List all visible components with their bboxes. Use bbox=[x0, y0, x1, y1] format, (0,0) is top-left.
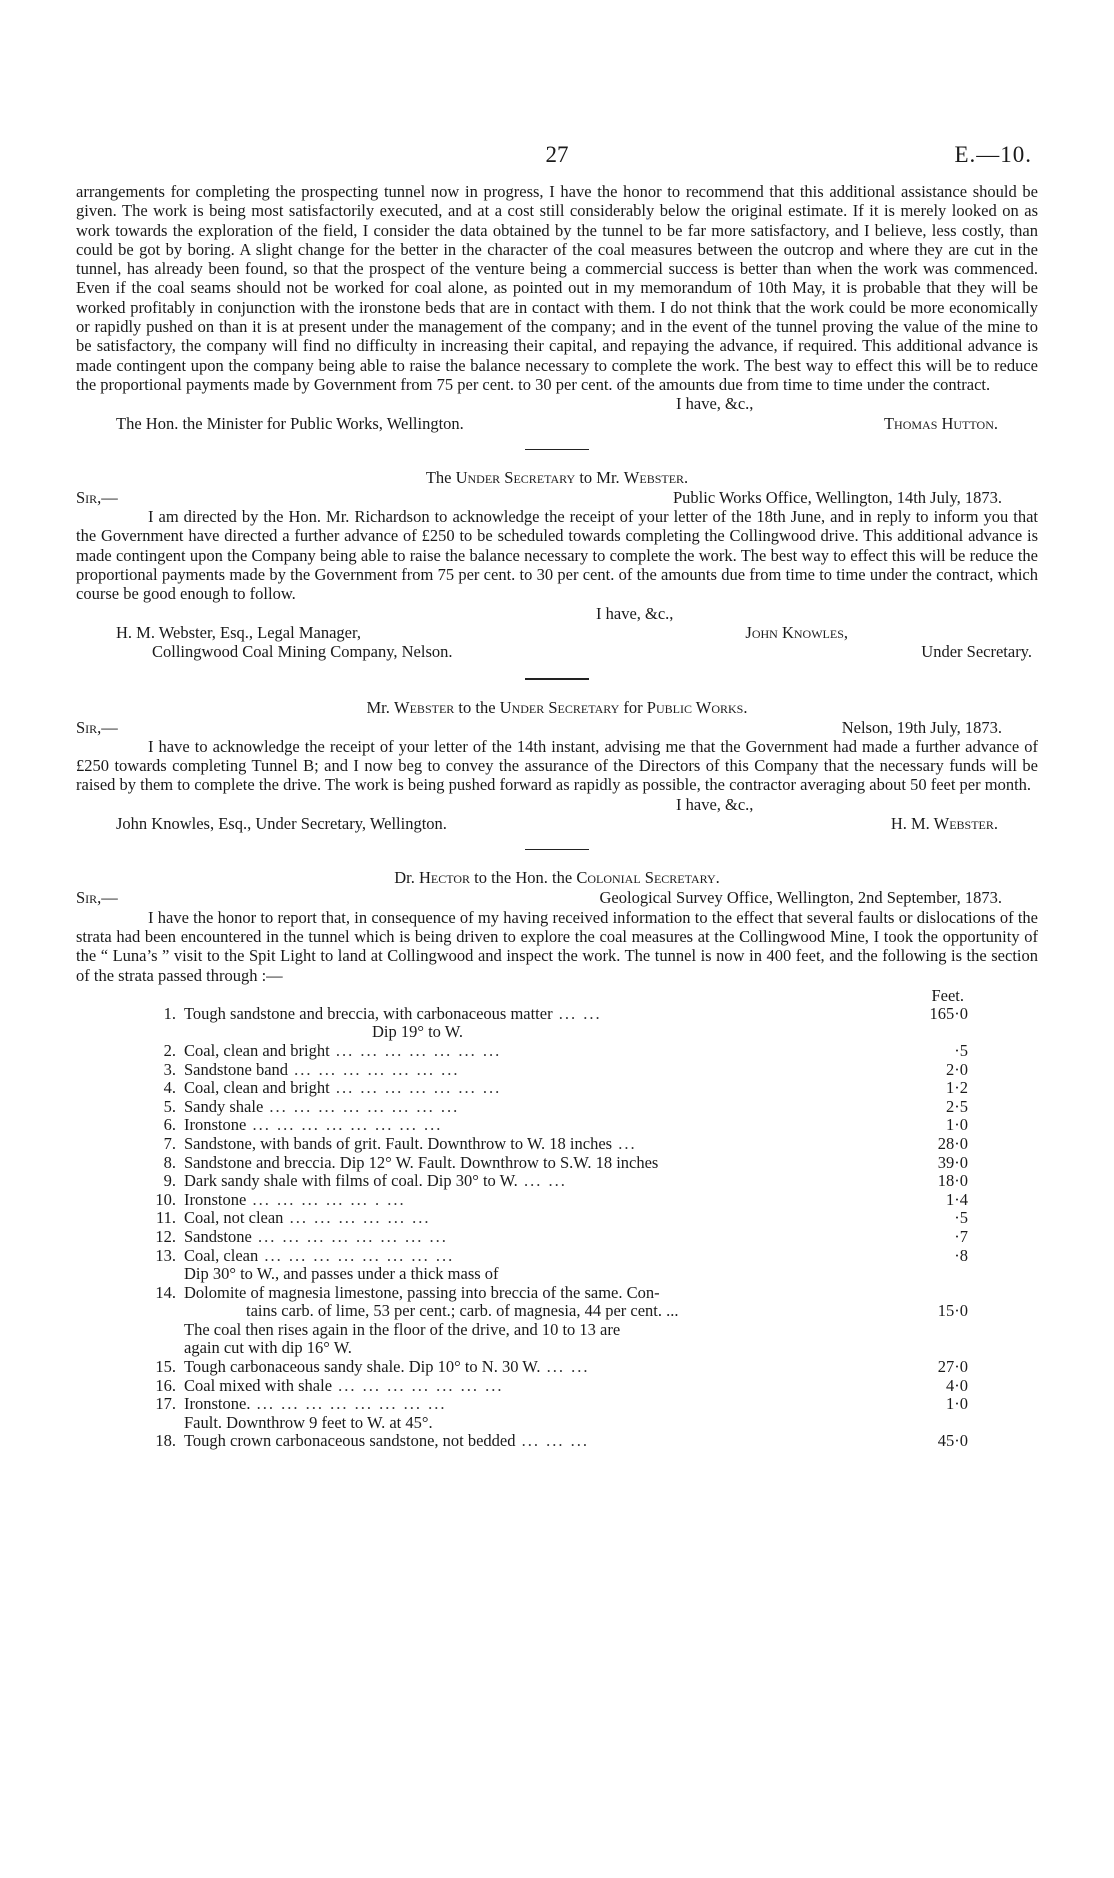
closing: I have, &c., bbox=[676, 794, 754, 814]
signature: John Knowles, bbox=[745, 622, 848, 642]
addressee: The Hon. the Minister for Public Works, Wellington. bbox=[116, 413, 464, 433]
strata-row bbox=[146, 1209, 972, 1228]
section-divider bbox=[525, 678, 589, 680]
strata-description bbox=[176, 1061, 898, 1080]
addressee-signature-row bbox=[76, 642, 1038, 661]
leader-dots: ... ... bbox=[552, 1004, 602, 1023]
leader-dots: ... ... ... ... ... ... ... ... bbox=[263, 1097, 460, 1116]
leader-dots: ... ... ... ... ... ... ... ... bbox=[250, 1395, 447, 1414]
strata-description bbox=[176, 1432, 898, 1451]
strata-thickness: 39·0 bbox=[937, 1152, 968, 1172]
leader-dots: ... ... ... ... ... ... ... bbox=[288, 1060, 460, 1079]
strata-number: 8. bbox=[163, 1152, 176, 1172]
heading-text: Public Works. bbox=[646, 697, 748, 717]
salutation: Sir,— bbox=[76, 487, 118, 507]
heading-text: Under Secretary bbox=[499, 697, 620, 717]
strata-thickness: ·7 bbox=[954, 1226, 968, 1246]
strata-thickness: 28·0 bbox=[937, 1133, 968, 1153]
strata-number: 7. bbox=[163, 1133, 176, 1153]
leader-dots: ... ... ... ... ... ... ... bbox=[329, 1079, 502, 1098]
strata-row bbox=[146, 1005, 972, 1024]
strata-description-text: Sandstone and breccia. Dip 12° W. Fault. Downthrow to S.W. 18 inches bbox=[184, 1153, 659, 1172]
addressee-signature-row bbox=[76, 814, 1038, 833]
strata-thickness: 4·0 bbox=[946, 1375, 968, 1395]
strata-number: 5. bbox=[163, 1096, 176, 1116]
strata-thickness: 1·0 bbox=[946, 1394, 968, 1414]
addressee: John Knowles, Esq., Under Secretary, Wellington. bbox=[116, 814, 447, 834]
strata-description bbox=[176, 1228, 898, 1247]
strata-row bbox=[146, 1191, 972, 1210]
strata-thickness: ·5 bbox=[954, 1208, 968, 1228]
strata-description-text: Coal, clean bbox=[184, 1246, 259, 1265]
letter-heading bbox=[76, 468, 1038, 488]
strata-number: 1. bbox=[163, 1003, 176, 1023]
feet-column-header: Feet. bbox=[931, 985, 964, 1005]
strata-number: 17. bbox=[155, 1394, 176, 1414]
strata-description-text: Sandstone bbox=[184, 1227, 252, 1246]
strata-number: 2. bbox=[163, 1040, 176, 1060]
strata-thickness: 2·5 bbox=[946, 1096, 968, 1116]
strata-row bbox=[146, 1172, 972, 1191]
document-reference: E.—10. bbox=[954, 142, 1032, 167]
heading-text: to Mr. bbox=[575, 467, 624, 487]
closing: I have, &c., bbox=[676, 394, 754, 414]
heading-text: Dr. bbox=[394, 868, 419, 888]
strata-thickness: 27·0 bbox=[937, 1357, 968, 1377]
addressee-signature-row bbox=[76, 414, 1038, 433]
strata-number: 6. bbox=[163, 1115, 176, 1135]
place-date: Geological Survey Office, Wellington, 2nd September, 1873. bbox=[599, 888, 1002, 908]
strata-description bbox=[176, 1191, 898, 1210]
strata-thickness: 15·0 bbox=[937, 1301, 968, 1321]
strata-number bbox=[146, 1302, 176, 1321]
strata-note: Fault. Downthrow 9 feet to W. at 45°. bbox=[184, 1412, 433, 1432]
strata-row bbox=[146, 1432, 972, 1451]
strata-description-text: Sandstone, with bands of grit. Fault. Downthrow to W. 18 inches bbox=[184, 1134, 613, 1153]
letter-webster-to-under-secretary bbox=[76, 698, 1038, 834]
letter-body: I have the honor to report that, in consequence of my having received information to the effect that several faults or dislocations of the strata had been encountered in the tunnel which is being driven to explore the coal measures at the Collingwood Mine, I took the opportunity of the “ Luna’s ” visit to the Spit Light to land at Collingwood and inspect the work. The tunnel is now in 400 feet, and the following is the section of the strata passed through :— bbox=[76, 907, 1038, 985]
strata-description-text: Coal, not clean bbox=[184, 1209, 284, 1228]
letter-body: I am directed by the Hon. Mr. Richardson to acknowledge the receipt of your letter of the 18th June, and in reply to inform you that the Government have directed a further advance of £250 to be scheduled towards completing the Collingwood drive. This additional advance is made contingent upon the Company being able to raise the balance necessary to complete the work. The best way to effect this will be reduce the proportional payments made by the Government from 75 per cent. to 30 per cent. of the amounts due from time to time under the contract, which course be good enough to follow. bbox=[76, 507, 1038, 604]
leader-dots: ... ... ... bbox=[515, 1432, 589, 1451]
heading-text: Colonial Secretary. bbox=[576, 868, 720, 888]
strata-description bbox=[176, 1005, 898, 1024]
heading-text: The bbox=[425, 467, 456, 487]
strata-row bbox=[146, 1154, 972, 1173]
strata-description-text: Tough crown carbonaceous sandstone, not bedded bbox=[184, 1432, 516, 1451]
strata-row-continuation bbox=[146, 1302, 972, 1321]
strata-thickness: 18·0 bbox=[937, 1171, 968, 1191]
addressee-signature-row bbox=[76, 623, 1038, 642]
strata-row bbox=[146, 1358, 972, 1377]
strata-description-text: Ironstone bbox=[184, 1190, 247, 1209]
strata-row bbox=[146, 1284, 972, 1303]
strata-description-text: Coal, clean and bright bbox=[184, 1041, 330, 1060]
section-divider bbox=[525, 849, 589, 850]
strata-number: 13. bbox=[155, 1245, 176, 1265]
strata-number: 10. bbox=[155, 1189, 176, 1209]
leader-dots: ... ... ... ... ... ... ... ... bbox=[251, 1227, 448, 1246]
leader-dots: ... ... ... ... ... ... bbox=[283, 1209, 431, 1228]
place-date: Public Works Office, Wellington, 14th July, 1873. bbox=[672, 487, 1002, 507]
strata-description bbox=[176, 1116, 898, 1135]
page-header bbox=[76, 142, 1038, 182]
strata-description bbox=[176, 1377, 898, 1396]
closing: I have, &c., bbox=[596, 603, 674, 623]
heading-text: to the Hon. the bbox=[470, 868, 577, 888]
strata-row bbox=[146, 1098, 972, 1117]
strata-description bbox=[176, 1135, 898, 1154]
addressee: H. M. Webster, Esq., Legal Manager, bbox=[116, 622, 361, 642]
strata-description-text: Coal mixed with shale bbox=[184, 1376, 333, 1395]
strata-section-table bbox=[146, 987, 972, 1451]
strata-row bbox=[146, 1135, 972, 1154]
strata-number: 14. bbox=[155, 1282, 176, 1302]
strata-row bbox=[146, 1061, 972, 1080]
salutation-row bbox=[76, 888, 1038, 907]
signature: H. M. Webster. bbox=[890, 814, 998, 834]
strata-thickness: 165·0 bbox=[929, 1003, 968, 1023]
leader-dots: ... bbox=[612, 1134, 637, 1153]
strata-description-text: Dolomite of magnesia limestone, passing into breccia of the same. Con- bbox=[184, 1283, 660, 1302]
strata-description-text: Ironstone. bbox=[184, 1395, 251, 1414]
leader-dots: ... ... bbox=[517, 1172, 567, 1191]
strata-description bbox=[176, 1079, 898, 1098]
leader-dots: ... ... ... ... ... ... ... bbox=[332, 1376, 504, 1395]
section-divider bbox=[525, 449, 589, 450]
strata-description bbox=[176, 1284, 898, 1303]
signature: Thomas Hutton. bbox=[883, 413, 998, 433]
letter-body: I have to acknowledge the receipt of your letter of the 14th instant, advising me that the Government had made a further advance of £250 towards completing Tunnel B; and I now beg to convey the assurance of the Directors of this Company that the necessary funds will be raised by them to complete the drive. The work is being pushed forward as rapidly as possible, the contractor averaging about 50 feet per month. bbox=[76, 736, 1038, 795]
strata-thickness bbox=[898, 1284, 972, 1303]
letter-heading bbox=[76, 868, 1038, 888]
strata-thickness: 1·2 bbox=[946, 1078, 968, 1098]
strata-thickness: ·5 bbox=[954, 1040, 968, 1060]
strata-thickness: 1·0 bbox=[946, 1115, 968, 1135]
strata-row bbox=[146, 1079, 972, 1098]
strata-rows bbox=[146, 1005, 972, 1451]
strata-description bbox=[176, 1154, 898, 1173]
strata-thickness: ·8 bbox=[954, 1245, 968, 1265]
strata-description bbox=[176, 1395, 898, 1414]
strata-description bbox=[176, 1358, 898, 1377]
strata-number: 18. bbox=[155, 1431, 176, 1451]
heading-text: to the bbox=[454, 697, 500, 717]
strata-row bbox=[146, 1395, 972, 1414]
leader-dots: ... ... ... ... ... ... ... ... bbox=[258, 1246, 455, 1265]
strata-description bbox=[176, 1098, 898, 1117]
heading-text: Webster. bbox=[623, 467, 689, 487]
strata-description-text: Sandstone band bbox=[184, 1060, 289, 1079]
strata-row bbox=[146, 1247, 972, 1266]
strata-description-text: Tough carbonaceous sandy shale. Dip 10° to N. 30 W. bbox=[184, 1358, 541, 1377]
strata-thickness: 2·0 bbox=[946, 1059, 968, 1079]
strata-thickness: 45·0 bbox=[937, 1431, 968, 1451]
strata-note: The coal then rises again in the floor of the drive, and 10 to 13 are bbox=[184, 1319, 621, 1339]
signature-title: Under Secretary. bbox=[921, 642, 1032, 662]
strata-description-text: Coal, clean and bright bbox=[184, 1079, 330, 1098]
strata-thickness: 1·4 bbox=[946, 1189, 968, 1209]
strata-description-text: Tough sandstone and breccia, with carbonaceous matter bbox=[184, 1004, 553, 1023]
strata-note: Dip 19° to W. bbox=[372, 1022, 463, 1042]
page-number: 27 bbox=[545, 142, 569, 167]
strata-number: 16. bbox=[155, 1375, 176, 1395]
strata-number: 12. bbox=[155, 1226, 176, 1246]
leader-dots: ... ... ... ... ... ... ... bbox=[329, 1041, 502, 1060]
salutation-row bbox=[76, 488, 1038, 507]
strata-description-text: Dark sandy shale with films of coal. Dip 30° to W. bbox=[184, 1172, 518, 1191]
place-date: Nelson, 19th July, 1873. bbox=[841, 717, 1002, 737]
strata-description bbox=[176, 1172, 898, 1191]
letter-hector-to-colonial-secretary bbox=[76, 868, 1038, 1451]
strata-note: again cut with dip 16° W. bbox=[184, 1338, 352, 1358]
strata-row bbox=[146, 1116, 972, 1135]
leader-dots: ... ... ... ... ... ... ... ... bbox=[246, 1116, 443, 1135]
salutation-row bbox=[76, 718, 1038, 737]
strata-number: 3. bbox=[163, 1059, 176, 1079]
letter-body: arrangements for completing the prospecting tunnel now in progress, I have the honor to recommend that this additional assistance should be given. The work is being most satisfactorily executed, and at a cost still considerably below the original estimate. If it is merely looked on as work towards the exploration of the field, I consider the data obtained by the tunnel to be far more satisfactory, and I believe, less costly, than could be got by boring. A slight change for the better in the character of the coal measures between the outcrop and where they are cut in the tunnel, has already been found, so that the prospect of the venture being a commercial success is better than when the work was commenced. Even if the coal seams should not be worked for coal alone, as pointed out in my memorandum of 10th May, it is probable that they will be worked profitably in conjunction with the ironstone beds that are in contact with them. I do not think that the work could be more economically or rapidly pushed on than it is at present under the management of the company; and in the event of the tunnel proving the value of the mine to be satisfactory, the company will find no difficulty in increasing their capital, and repaying the advance, if required. This additional advance is made contingent upon the company being able to raise the balance necessary to complete the work. The best way to effect this will be to reduce the proportional payments made by Government from 75 per cent. to 30 per cent. of the amounts due from time to time under the contract. bbox=[76, 182, 1038, 394]
letter-under-secretary-to-webster bbox=[76, 468, 1038, 662]
letter-hutton bbox=[76, 182, 1038, 433]
salutation: Sir,— bbox=[76, 888, 118, 908]
strata-row bbox=[146, 1042, 972, 1061]
addressee: Collingwood Coal Mining Company, Nelson. bbox=[152, 642, 453, 662]
strata-description bbox=[176, 1042, 898, 1061]
strata-number: 11. bbox=[155, 1208, 176, 1228]
heading-text: for bbox=[619, 697, 647, 717]
strata-description-text: Ironstone bbox=[184, 1116, 247, 1135]
strata-row bbox=[146, 1377, 972, 1396]
strata-description-text: Sandy shale bbox=[184, 1097, 264, 1116]
strata-number: 4. bbox=[163, 1078, 176, 1098]
document-page bbox=[76, 142, 1038, 1451]
heading-text: Mr. bbox=[366, 697, 395, 717]
salutation: Sir,— bbox=[76, 717, 118, 737]
strata-note: Dip 30° to W., and passes under a thick mass of bbox=[184, 1264, 499, 1284]
strata-number: 15. bbox=[155, 1357, 176, 1377]
leader-dots: ... ... bbox=[540, 1358, 590, 1377]
strata-row bbox=[146, 1228, 972, 1247]
letter-heading bbox=[76, 698, 1038, 718]
strata-number: 9. bbox=[163, 1171, 176, 1191]
heading-text: Hector bbox=[418, 868, 470, 888]
strata-description bbox=[176, 1209, 898, 1228]
heading-text: Webster bbox=[394, 697, 455, 717]
heading-text: Under Secretary bbox=[455, 467, 576, 487]
strata-description: tains carb. of lime, 53 per cent.; carb. of magnesia, 44 per cent. ... bbox=[246, 1302, 679, 1321]
strata-description bbox=[176, 1247, 898, 1266]
leader-dots: ... ... ... ... ... . ... bbox=[246, 1190, 406, 1209]
